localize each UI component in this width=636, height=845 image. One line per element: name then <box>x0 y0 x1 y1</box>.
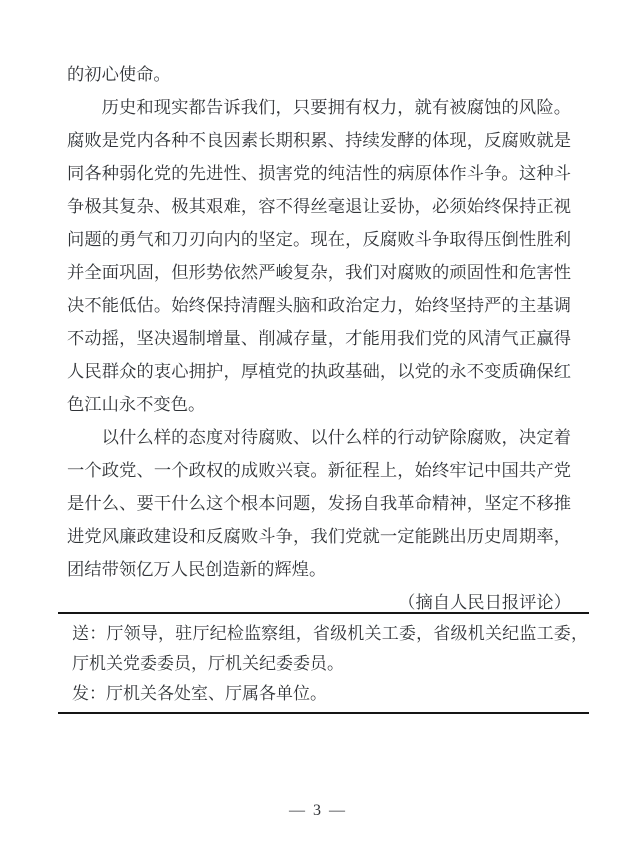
document-body <box>67 58 571 619</box>
distribution-issue-line: 发：厅机关各处室、厅属各单位。 <box>72 684 327 703</box>
distribution-send-line: 送：厅领导，驻厅纪检监察组，省级机关工委，省级机关纪监工委，厅机关党委委员，厅机关纪委委员。 <box>72 624 588 673</box>
paragraph: 以什么样的态度对待腐败、以什么样的行动铲除腐败，决定着一个政党、一个政权的成败兴衰。新征程上，始终牢记中国共产党是什么、要干什么这个根本问题，发扬自我革命精神，坚定不移推进党风廉政建设和反腐败斗争，我们党就一定能跳出历史周期率，团结带领亿万人民创造新的辉煌。 <box>67 428 571 579</box>
distribution-block <box>58 612 589 714</box>
attribution-line: （摘自人民日报评论） <box>398 593 571 612</box>
paragraph: 历史和现实都告诉我们，只要拥有权力，就有被腐蚀的风险。腐败是党内各种不良因素长期积累、持续发酵的体现，反腐败就是同各种弱化党的先进性、损害党的纯洁性的病原体作斗争。这种斗争极其复杂、极其艰难，容不得丝毫退让妥协，必须始终保持正视问题的勇气和刀刃向内的坚定。现在，反腐败斗争取得压倒性胜利并全面巩固，但形势依然严峻复杂，我们对腐败的顽固性和危害性决不能低估。始终保持清醒头脑和政治定力，始终坚持严的主基调不动摇，坚决遏制增量、削减存量，才能用我们党的风清气正赢得人民群众的衷心拥护，厚植党的执政基础，以党的永不变质确保红色江山永不变色。 <box>67 98 571 414</box>
paragraph-continuation: 的初心使命。 <box>67 65 171 84</box>
page-number: — 3 — <box>289 802 347 819</box>
